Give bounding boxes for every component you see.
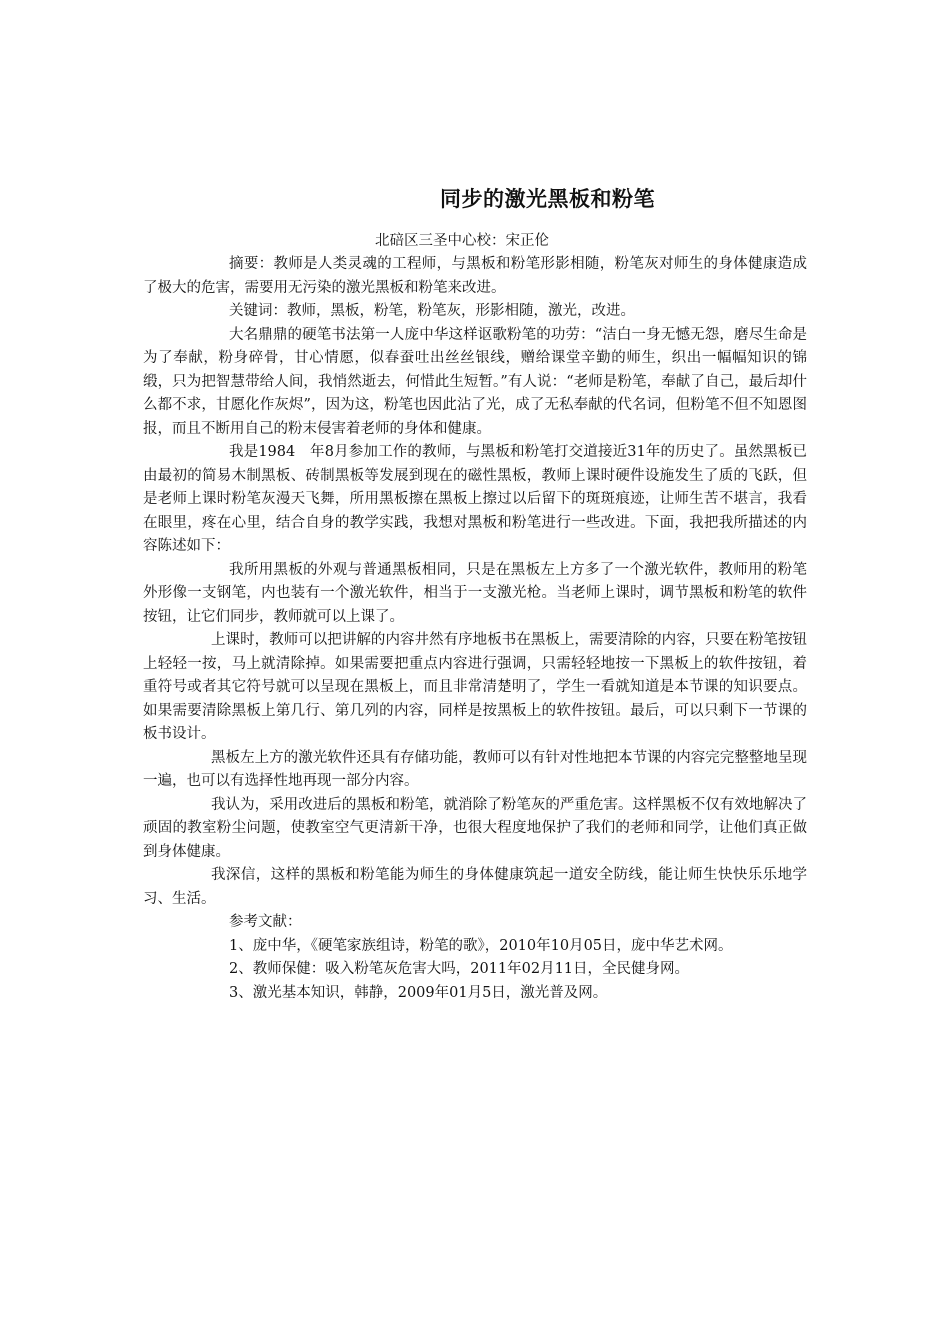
abstract-paragraph: 摘要：教师是人类灵魂的工程师，与黑板和粉笔形影相随，粉笔灰对师生的身体健康造成了极大的危害，需要用无污染的激光黑板和粉笔来改进。: [143, 256, 807, 296]
reference-item: 1、庞中华，《硬笔家族组诗，粉笔的歌》，2010年10月05日，庞中华艺术网。: [229, 937, 733, 954]
body-paragraph: 我认为，采用改进后的黑板和粉笔，就消除了粉笔灰的严重危害。这样黑板不仅有效地解决了顽固的教室粉尘问题，使教室空气更清新干净，也很大程度地保护了我们的老师和同学，让他们真正做到身体健康。: [143, 796, 807, 860]
body-paragraph: 大名鼎鼎的硬笔书法第一人庞中华这样讴歌粉笔的功劳：“洁白一身无憾无怨，磨尽生命是为了奉献，粉身碎骨，甘心情愿，似春蚕吐出丝丝银线，赠给课堂辛勤的师生，织出一幅幅知识的锦缎，只为把智慧带给人间，我悄然逝去，何惜此生短暂。”有人说：“老师是粉笔，奉献了自己，最后却什么都不求，甘愿化作灰烬”，因为这，粉笔也因此沾了光，成了无私奉献的代名词，但粉笔不但不知恩图报，而且不断用自己的粉末侵害着老师的身体和健康。: [143, 326, 807, 437]
body-paragraph: 上课时，教师可以把讲解的内容井然有序地板书在黑板上，需要清除的内容，只要在粉笔按钮上轻轻一按，马上就清除掉。如果需要把重点内容进行强调，只需轻轻地按一下黑板上的软件按钮，着重符号或者其它符号就可以呈现在黑板上，而且非常清楚明了，学生一看就知道是本节课的知识要点。如果需要清除黑板上第几行、第几列的内容，同样是按黑板上的软件按钮。最后，可以只剩下一节课的板书设计。: [143, 632, 807, 742]
body-paragraph: 黑板左上方的激光软件还具有存储功能，教师可以有针对性地把本节课的内容完完整整地呈现一遍，也可以有选择性地再现一部分内容。: [143, 749, 807, 789]
document-body: [143, 253, 807, 1005]
reference-item: 3、激光基本知识，韩静，2009年01月5日，激光普及网。: [229, 984, 608, 1001]
body-paragraph: 我是1984 年8月参加工作的教师，与黑板和粉笔打交道接近31年的历史了。虽然黑板已由最初的简易木制黑板、砖制黑板等发展到现在的磁性黑板，教师上课时硬件设施发生了质的飞跃，但是老师上课时粉笔灰漫天飞舞，所用黑板擦在黑板上擦过以后留下的斑斑痕迹，让师生苦不堪言，我看在眼里，疼在心里，结合自身的教学实践，我想对黑板和粉笔进行一些改进。下面，我把我所描述的内容陈述如下：: [143, 444, 807, 554]
document-title: 同步的激光黑板和粉笔: [440, 187, 655, 211]
body-paragraph: 我深信，这样的黑板和粉笔能为师生的身体健康筑起一道安全防线，能让师生快快乐乐地学习、生活。: [143, 867, 807, 907]
body-paragraph: 我所用黑板的外观与普通黑板相同，只是在黑板左上方多了一个激光软件，教师用的粉笔外形像一支钢笔，内也装有一个激光软件，相当于一支激光枪。当老师上课时，调节黑板和粉笔的软件按钮，让它们同步，教师就可以上课了。: [143, 561, 807, 625]
references-heading: 参考文献：: [229, 914, 302, 930]
author-line: 北碚区三圣中心校：宋正伦: [375, 233, 549, 249]
keywords-paragraph: 关键词：教师，黑板，粉笔，粉笔灰，形影相随，激光，改进。: [229, 303, 635, 319]
reference-item: 2、教师保健：吸入粉笔灰危害大吗，2011年02月11日，全民健身网。: [229, 961, 690, 977]
